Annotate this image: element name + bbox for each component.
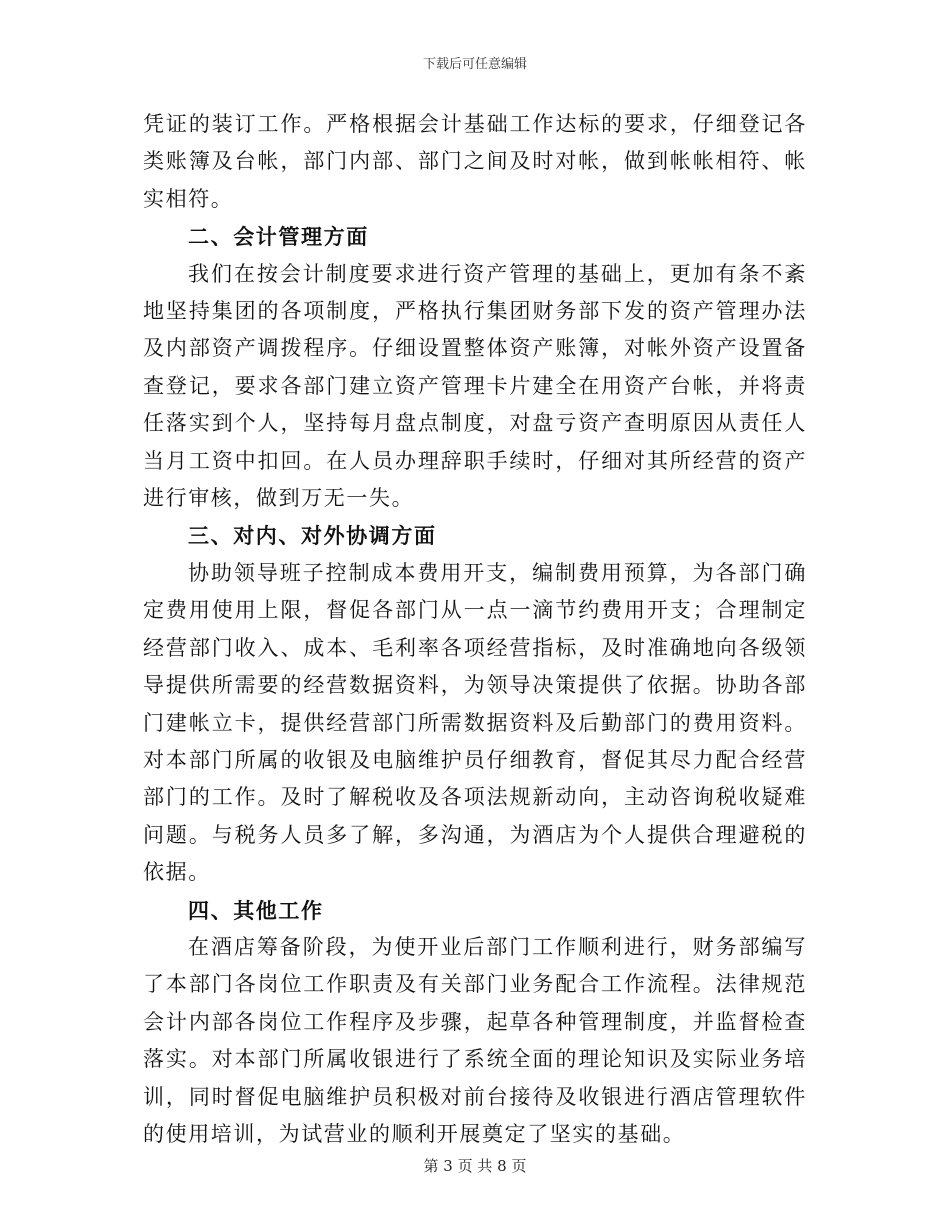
page-header-note: 下载后可任意编辑 xyxy=(422,57,527,72)
section-heading-accounting-management: 二、会计管理方面 xyxy=(188,224,369,250)
continued-paragraph: 凭证的装订工作。严格根据会计基础工作达标的要求，仔细登记各类账簿及台帐，部门内部、部门之间及时对帐，做到帐帐相符、帐实相符。 xyxy=(143,112,807,211)
page-number-footer: 第 3 页 共 8 页 xyxy=(423,1157,527,1175)
section-paragraph-coordination: 协助领导班子控制成本费用开支，编制费用预算，为各部门确定费用使用上限，督促各部门从一点一滴节约费用开支；合理制定经营部门收入、成本、毛利率各项经营指标，及时准确地向各级领导提供所需要的经营数据资料，为领导决策提供了依据。协助各部门建帐立卡，提供经营部门所需数据资料及后勤部门的费用资料。对本部门所属的收银及电脑维护员仔细教育，督促其尽力配合经营部门的工作。及时了解税收及各项法规新动向，主动咨询税收疑难问题。与税务人员多了解，多沟通，为酒店为个人提供合理避税的依据。 xyxy=(143,560,807,885)
document-body xyxy=(143,106,807,1153)
section-heading-other-work: 四、其他工作 xyxy=(188,897,324,923)
section-paragraph-accounting-management: 我们在按会计制度要求进行资产管理的基础上，更加有条不紊地坚持集团的各项制度，严格执行集团财务部下发的资产管理办法及内部资产调拨程序。仔细设置整体资产账簿，对帐外资产设置备查登记，要求各部门建立资产管理卡片建全在用资产台帐，并将责任落实到个人，坚持每月盘点制度，对盘亏资产查明原因从责任人当月工资中扣回。在人员办理辞职手续时，仔细对其所经营的资产进行审核，做到万无一失。 xyxy=(143,261,807,511)
section-heading-coordination: 三、对内、对外协调方面 xyxy=(188,523,437,549)
section-paragraph-other-work: 在酒店筹备阶段，为使开业后部门工作顺利进行，财务部编写了本部门各岗位工作职责及有关部门业务配合工作流程。法律规范会计内部各岗位工作程序及步骤，起草各种管理制度，并监督检查落实。对本部门所属收银进行了系统全面的理论知识及实际业务培训，同时督促电脑维护员积极对前台接待及收银进行酒店管理软件的使用培训，为试营业的顺利开展奠定了坚实的基础。 xyxy=(143,934,807,1146)
